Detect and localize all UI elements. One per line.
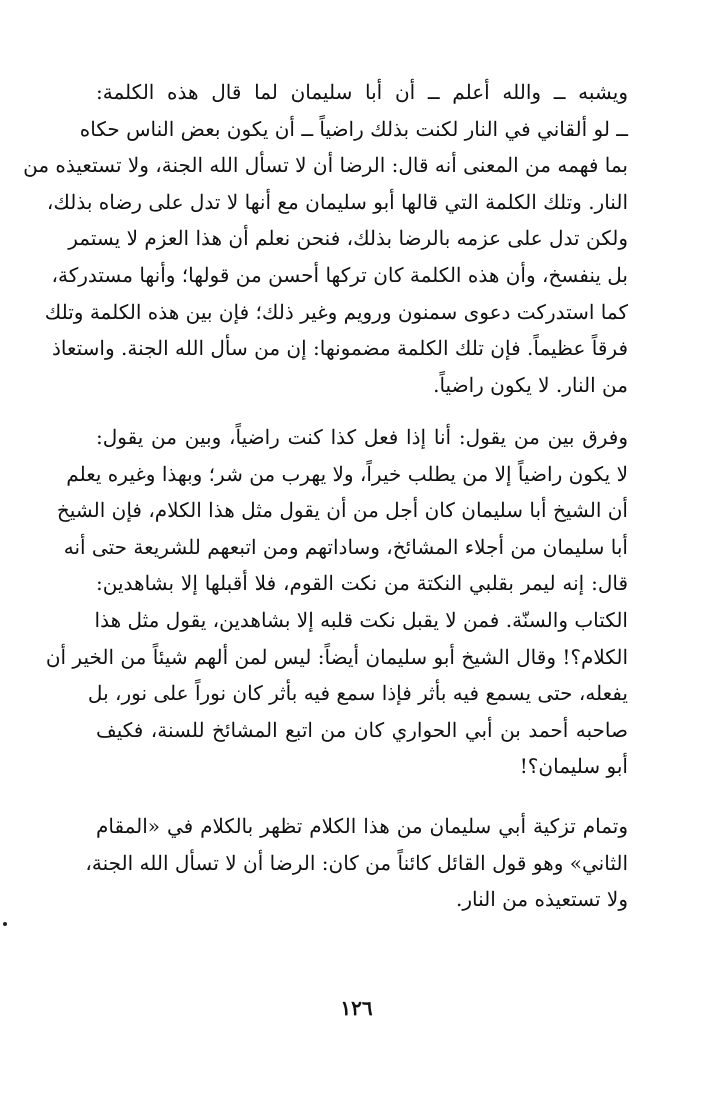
text-line: الثاني» وهو قول القائل كائناً من كان: الرضا أن لا تسأل الله الجنة، — [85, 850, 628, 875]
scan-mark — [3, 922, 7, 926]
paragraph-2 — [45, 419, 628, 785]
text-line: صاحبه أحمد بن أبي الحواري كان من اتبع المشائخ للسنة، فكيف — [96, 717, 628, 742]
text-line: من النار. لا يكون راضياً. — [433, 372, 628, 397]
text-line: الكتاب والسنّة. فمن لا يقبل نكت قلبه إلا بشاهدين، يقول مثل هذا — [94, 607, 628, 632]
text-line: ولا تستعيذه من النار. — [456, 887, 628, 912]
text-line: أبا سليمان من أجلاء المشائخ، وساداتهم ومن اتبعهم للشريعة حتى أنه — [63, 534, 628, 559]
page-number: ١٢٦ — [340, 996, 373, 1020]
text-line: قال: إنه ليمر بقلبي النكتة من نكت القوم، فلا أقبلها إلا بشاهدين: — [96, 571, 628, 596]
text-line: وتمام تزكية أبي سليمان من هذا الكلام تظهر بالكلام في «المقام — [96, 814, 628, 838]
text-line: لا يكون راضياً إلا من يطلب خيراً، ولا يهرب من شر؛ وبهذا وغيره يعلم — [66, 461, 628, 486]
text-line: الكلام؟! وقال الشيخ أبو سليمان أيضاً: ليس لمن ألهم شيئاً من الخير أن — [45, 644, 628, 669]
text-line: كما استدركت دعوى سمنون ورويم وغير ذلك؛ فإن بين هذه الكلمة وتلك — [44, 299, 628, 324]
text-line: بما فهمه من المعنى أنه قال: الرضا أن لا تسأل الله الجنة، ولا تستعيذه من — [23, 153, 628, 178]
text-line: وفرق بين من يقول: أنا إذا فعل كذا كنت راضياً، وبين من يقول: — [96, 425, 628, 449]
paragraph-3 — [85, 808, 628, 918]
paragraph-1 — [23, 74, 628, 403]
text-line: فرقاً عظيماً. فإن تلك الكلمة مضمونها: إن من سأل الله الجنة. واستعاذ — [51, 336, 628, 361]
text-line: بل ينفسخ، وأن هذه الكلمة كان تركها أحسن من قولها؛ وأنها مستدركة، — [51, 262, 628, 287]
text-line: ولكن تدل على عزمه بالرضا بذلك، فنحن نعلم أن هذا العزم لا يستمر — [68, 226, 628, 251]
text-line: النار. وتلك الكلمة التي قالها أبو سليمان مع أنها لا تدل على رضاه بذلك، — [46, 189, 628, 214]
text-line: ويشبه ــ والله أعلم ــ أن أبا سليمان لما قال هذه الكلمة: — [96, 80, 628, 104]
text-line: أبو سليمان؟! — [519, 754, 628, 779]
text-line: أن الشيخ أبا سليمان كان أجل من أن يقول مثل هذا الكلام، فإن الشيخ — [56, 498, 628, 523]
text-line: يفعله، حتى يسمع فيه بأثر فإذا سمع فيه بأثر كان نوراً على نور، بل — [87, 681, 628, 706]
text-line: ــ لو ألقاني في النار لكنت بذلك راضياً ــ أن يكون بعض الناس حكاه — [79, 116, 628, 141]
